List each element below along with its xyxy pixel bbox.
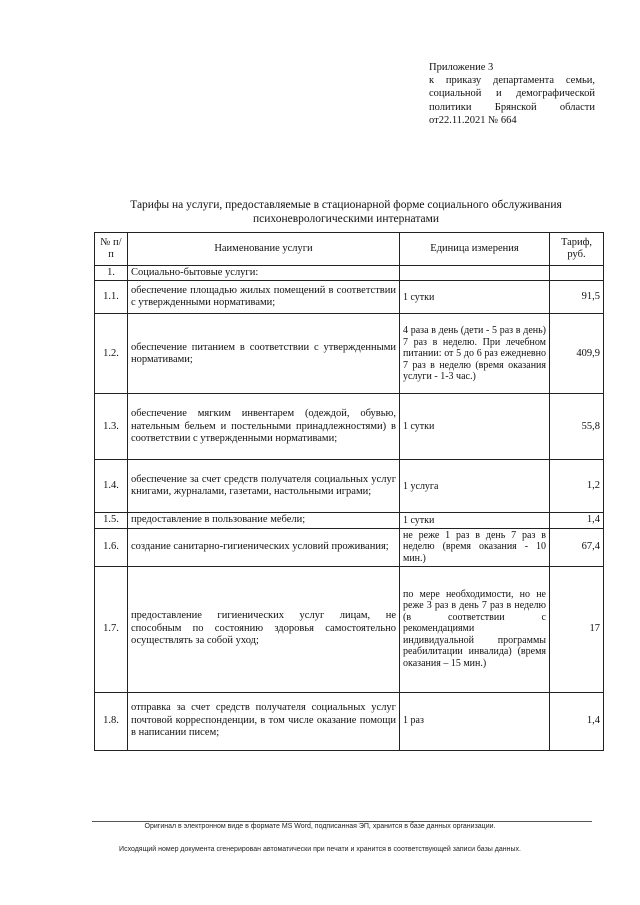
header-name: Наименование услуги — [128, 233, 400, 266]
section-num: 1. — [95, 266, 128, 281]
table-header-row — [95, 233, 604, 266]
row-service-name: обеспечение питанием в соответствии с утвержденными нормативами; — [128, 314, 400, 394]
row-num: 1.6. — [95, 528, 128, 566]
row-unit: 1 сутки — [400, 394, 550, 460]
row-price: 1,2 — [550, 460, 604, 513]
row-num: 1.8. — [95, 692, 128, 750]
row-service-name: предоставление в пользование мебели; — [128, 513, 400, 528]
row-price: 1,4 — [550, 692, 604, 750]
section-price — [550, 266, 604, 281]
document-title — [96, 198, 596, 226]
header-num: № п/п — [95, 233, 128, 266]
row-num: 1.1. — [95, 281, 128, 314]
header-unit: Единица измерения — [400, 233, 550, 266]
row-unit: 1 сутки — [400, 281, 550, 314]
table-row — [95, 692, 604, 750]
section-row — [95, 266, 604, 281]
tariffs-table — [94, 232, 604, 751]
appendix-line: Приложение 3 — [429, 62, 494, 73]
row-unit: 1 сутки — [400, 513, 550, 528]
row-service-name: обеспечение за счет средств получателя социальных услуг книгами, журналами, газетами, настольными играми; — [128, 460, 400, 513]
row-num: 1.5. — [95, 513, 128, 528]
row-unit: по мере необходимости, но не реже 3 раз в день 7 раз в неделю (в соответствии с рекомендациями индивидуальной программы реабилитации инвалида) (время оказания – 15 мин.) — [400, 566, 550, 692]
row-unit: 1 услуга — [400, 460, 550, 513]
footer-note: Исходящий номер документа сгенерирован автоматически при печати и хранится в соответствующей записи базы данных. — [119, 846, 521, 853]
row-num: 1.4. — [95, 460, 128, 513]
appendix-line: к приказу департамента семьи, — [429, 75, 595, 87]
row-service-name: создание санитарно-гигиенических условий проживания; — [128, 528, 400, 566]
appendix-line: от22.11.2021 № 664 — [429, 114, 517, 126]
row-service-name: обеспечение мягким инвентарем (одеждой, обувью, нательным бельем и постельными принадлежностями) в соответствии с утвержденными нормативами; — [128, 394, 400, 460]
title-line: Тарифы на услуги, предоставляемые в стационарной форме социального обслуживания — [130, 199, 562, 211]
footer-divider — [92, 821, 592, 822]
row-price: 91,5 — [550, 281, 604, 314]
row-num: 1.3. — [95, 394, 128, 460]
appendix-block — [429, 61, 595, 127]
row-unit: 1 раз — [400, 692, 550, 750]
row-service-name: предоставление гигиенических услуг лицам, не способным по состоянию здоровья самостоятельно осуществлять за собой уход; — [128, 566, 400, 692]
row-price: 55,8 — [550, 394, 604, 460]
row-service-name: отправка за счет средств получателя социальных услуг почтовой корреспонденции, в том числе оказание помощи в написании писем; — [128, 692, 400, 750]
row-num: 1.2. — [95, 314, 128, 394]
appendix-line: политики Брянской области — [429, 101, 595, 113]
row-price: 409,9 — [550, 314, 604, 394]
row-service-name: обеспечение площадью жилых помещений в соответствии с утвержденными нормативами; — [128, 281, 400, 314]
table-row — [95, 314, 604, 394]
table-row — [95, 528, 604, 566]
title-line: психоневрологическими интернатами — [252, 213, 440, 225]
row-unit: не реже 1 раз в день 7 раз в неделю (время оказания - 10 мин.) — [400, 528, 550, 566]
row-price: 67,4 — [550, 528, 604, 566]
table-row — [95, 394, 604, 460]
row-price: 17 — [550, 566, 604, 692]
table-row — [95, 460, 604, 513]
row-unit: 4 раза в день (дети - 5 раз в день) 7 раз в неделю. При лечебном питании: от 5 до 6 раз ежедневно 7 раз в неделю (время оказания услуги - 1-3 час.) — [400, 314, 550, 394]
section-name: Социально-бытовые услуги: — [128, 266, 400, 281]
footer-note: Оригинал в электронном виде в формате MS Word, подписанная ЭП, хранится в базе данных организации. — [144, 823, 496, 830]
section-unit — [400, 266, 550, 281]
header-price: Тариф, руб. — [550, 233, 604, 266]
appendix-line: социальной и демографической — [429, 88, 595, 100]
table-row — [95, 513, 604, 528]
row-price: 1,4 — [550, 513, 604, 528]
row-num: 1.7. — [95, 566, 128, 692]
table-row — [95, 566, 604, 692]
table-row — [95, 281, 604, 314]
